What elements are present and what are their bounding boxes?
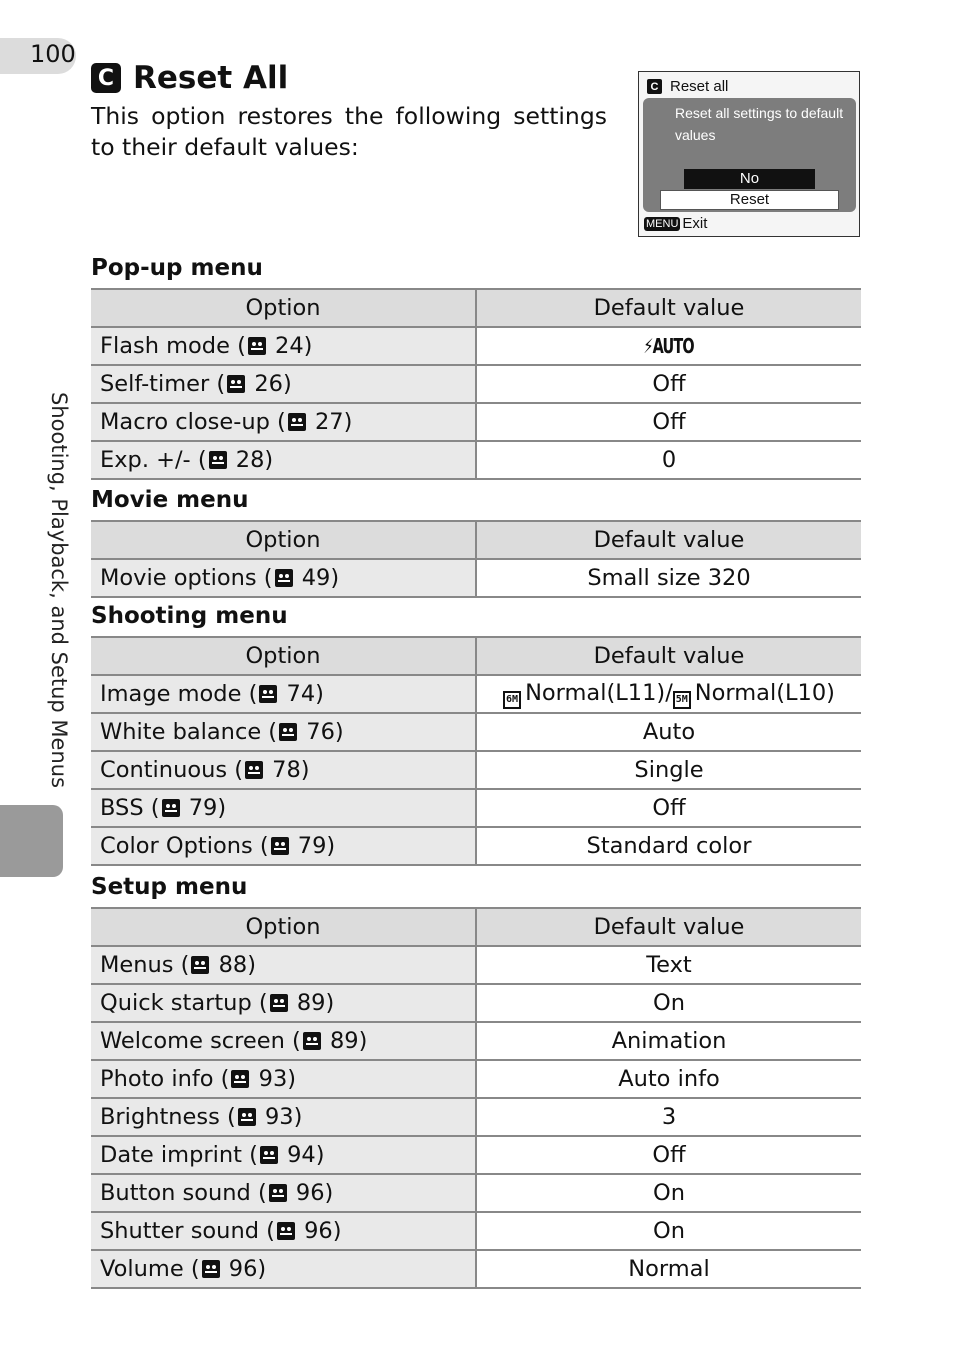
- movie-menu-table: [91, 520, 861, 598]
- option-column-header: Option: [91, 289, 476, 327]
- table-header-row: [91, 521, 861, 559]
- option-cell: Continuous ( 78): [91, 751, 476, 789]
- page-reference-icon: [238, 1108, 256, 1126]
- section-heading-movie: Movie menu: [91, 487, 249, 513]
- table-row: [91, 441, 861, 479]
- screen-title: Reset all: [670, 78, 729, 95]
- table-row: [91, 946, 861, 984]
- image-mode-5m-icon: 5M: [673, 691, 691, 709]
- flash-auto-icon: ⚡AUTO: [643, 334, 695, 358]
- option-cell: Brightness ( 93): [91, 1098, 476, 1136]
- no-option: No: [684, 169, 815, 189]
- page-reference-icon: [248, 337, 266, 355]
- screen-header: [647, 78, 728, 95]
- table-row: [91, 327, 861, 365]
- option-column-header: Option: [91, 521, 476, 559]
- option-cell: Exp. +/- ( 28): [91, 441, 476, 479]
- option-cell: White balance ( 76): [91, 713, 476, 751]
- table-row: [91, 1136, 861, 1174]
- table-row: [91, 1212, 861, 1250]
- table-row: [91, 827, 861, 865]
- page-reference-icon: [227, 375, 245, 393]
- shooting-menu-table: [91, 636, 861, 866]
- camera-screen-illustration: [638, 71, 860, 237]
- section-heading-setup: Setup menu: [91, 874, 248, 900]
- default-value-cell: Text: [476, 946, 861, 984]
- table-row: [91, 984, 861, 1022]
- page-reference-icon: [202, 1260, 220, 1278]
- option-cell: Quick startup ( 89): [91, 984, 476, 1022]
- page-reference-icon: [277, 1222, 295, 1240]
- exit-label: Exit: [682, 215, 708, 232]
- popup-menu-table: [91, 288, 861, 480]
- default-value-cell: On: [476, 984, 861, 1022]
- default-value-cell: [476, 327, 861, 365]
- default-value-cell: Standard color: [476, 827, 861, 865]
- page-reference-icon: [279, 723, 297, 741]
- default-value-cell: On: [476, 1212, 861, 1250]
- default-column-header: Default value: [476, 289, 861, 327]
- dialog-panel: [643, 98, 856, 212]
- default-value-cell: Small size 320: [476, 559, 861, 597]
- default-value-cell: Off: [476, 365, 861, 403]
- default-column-header: Default value: [476, 908, 861, 946]
- default-value-cell: Off: [476, 403, 861, 441]
- default-value-cell: Auto info: [476, 1060, 861, 1098]
- table-header-row: [91, 289, 861, 327]
- screen-footer: [644, 215, 707, 232]
- page-reference-icon: [270, 994, 288, 1012]
- intro-text: This option restores the following settings to their default values:: [91, 102, 607, 161]
- section-heading-popup: Pop-up menu: [91, 255, 263, 281]
- option-cell: Shutter sound ( 96): [91, 1212, 476, 1250]
- default-column-header: Default value: [476, 521, 861, 559]
- option-cell: Button sound ( 96): [91, 1174, 476, 1212]
- default-column-header: Default value: [476, 637, 861, 675]
- default-value-cell: On: [476, 1174, 861, 1212]
- title-row: [91, 60, 288, 96]
- option-cell: Photo info ( 93): [91, 1060, 476, 1098]
- page-reference-icon: [260, 1146, 278, 1164]
- table-row: [91, 1174, 861, 1212]
- default-value-cell: Auto: [476, 713, 861, 751]
- menu-button-icon: MENU: [646, 217, 679, 230]
- table-row: [91, 789, 861, 827]
- option-cell: Color Options ( 79): [91, 827, 476, 865]
- table-row: [91, 1022, 861, 1060]
- option-cell: Volume ( 96): [91, 1250, 476, 1288]
- reset-option: Reset: [660, 190, 839, 210]
- option-cell: Self-timer ( 26): [91, 365, 476, 403]
- option-column-header: Option: [91, 908, 476, 946]
- table-row: [91, 403, 861, 441]
- default-value-cell: Off: [476, 1136, 861, 1174]
- table-header-row: [91, 908, 861, 946]
- option-cell: Date imprint ( 94): [91, 1136, 476, 1174]
- page-reference-icon: [303, 1032, 321, 1050]
- page-reference-icon: [269, 1184, 287, 1202]
- default-value-cell: Animation: [476, 1022, 861, 1060]
- setup-menu-icon: C: [91, 63, 121, 93]
- table-row: [91, 1250, 861, 1288]
- page-reference-icon: [271, 837, 289, 855]
- option-cell: Flash mode ( 24): [91, 327, 476, 365]
- chapter-side-tab: [0, 805, 63, 877]
- default-value-cell: 0: [476, 441, 861, 479]
- page-title: Reset All: [133, 60, 289, 96]
- default-value-cell: 3: [476, 1098, 861, 1136]
- dialog-message: Reset all settings to default values: [675, 105, 844, 143]
- setup-menu-icon: C: [647, 79, 662, 94]
- option-cell: Image mode ( 74): [91, 675, 476, 713]
- table-row: [91, 751, 861, 789]
- page-reference-icon: [209, 451, 227, 469]
- page-reference-icon: [231, 1070, 249, 1088]
- table-row: [91, 675, 861, 713]
- option-column-header: Option: [91, 637, 476, 675]
- table-row: [91, 559, 861, 597]
- table-header-row: [91, 637, 861, 675]
- page-reference-icon: [288, 413, 306, 431]
- section-heading-shooting: Shooting menu: [91, 603, 288, 629]
- default-value-cell: Normal: [476, 1250, 861, 1288]
- page-number: 100: [30, 40, 76, 68]
- chapter-side-label: Shooting, Playback, and Setup Menus: [47, 392, 71, 789]
- image-mode-6m-icon: 6M: [503, 691, 521, 709]
- option-cell: Macro close-up ( 27): [91, 403, 476, 441]
- option-cell: Menus ( 88): [91, 946, 476, 984]
- setup-menu-table: [91, 907, 861, 1289]
- table-row: [91, 1098, 861, 1136]
- default-value-cell: Single: [476, 751, 861, 789]
- page-reference-icon: [245, 761, 263, 779]
- page-reference-icon: [162, 799, 180, 817]
- option-cell: Welcome screen ( 89): [91, 1022, 476, 1060]
- default-value-cell: Off: [476, 789, 861, 827]
- page-reference-icon: [259, 685, 277, 703]
- page-reference-icon: [275, 569, 293, 587]
- table-row: [91, 1060, 861, 1098]
- default-value-cell: 6M Normal(L11)/ 5M Normal(L10): [476, 675, 861, 713]
- page-reference-icon: [191, 956, 209, 974]
- option-cell: BSS ( 79): [91, 789, 476, 827]
- table-row: [91, 365, 861, 403]
- table-row: [91, 713, 861, 751]
- option-cell: Movie options ( 49): [91, 559, 476, 597]
